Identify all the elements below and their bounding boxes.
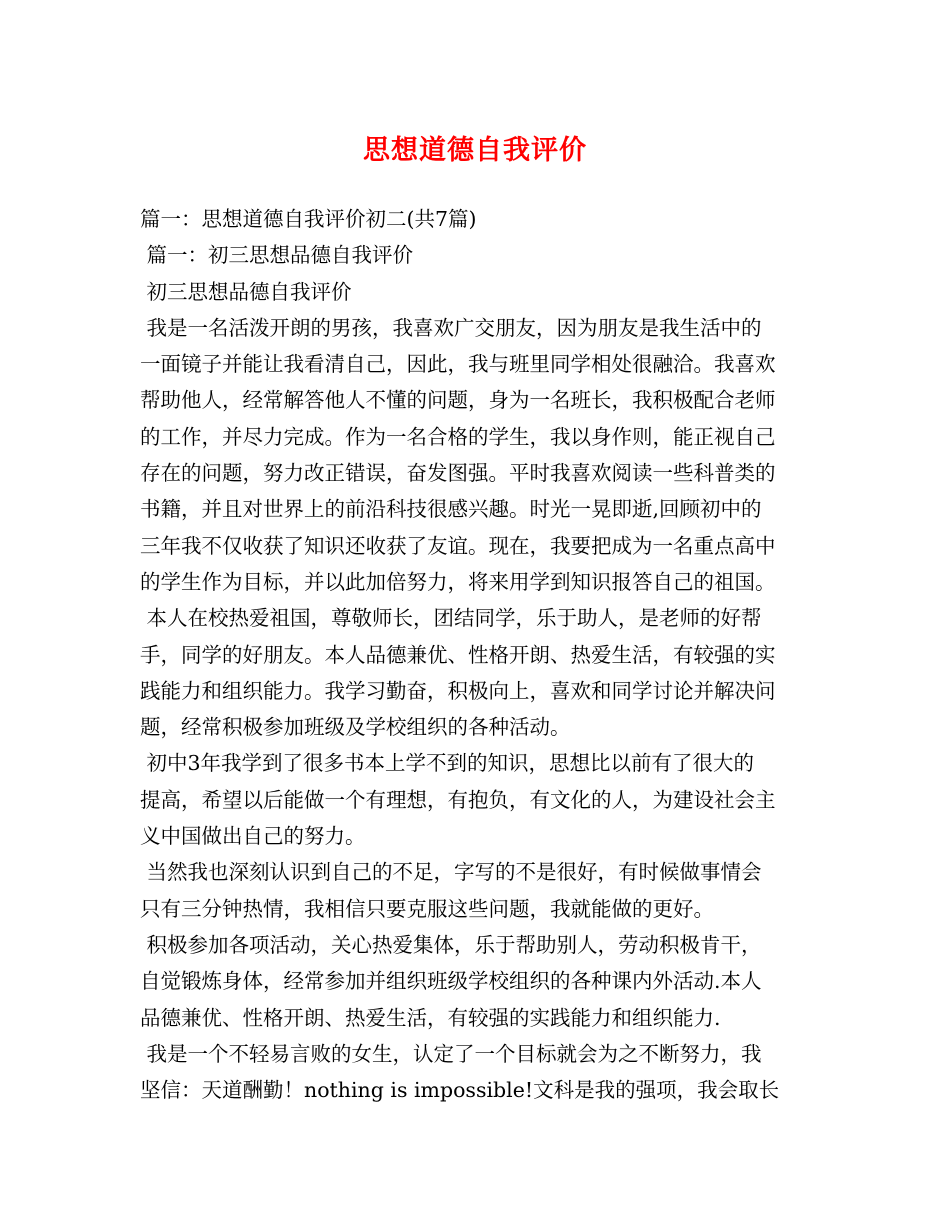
text-line: 践能力和组织能力。我学习勤奋，积极向上，喜欢和同学讨论并解决问 — [140, 678, 776, 703]
text-line: 本人在校热爱祖国，尊敬师长，团结同学，乐于助人，是老师的好帮 — [140, 606, 762, 631]
text-line: 只有三分钟热情，我相信只要克服这些问题，我就能做的更好。 — [140, 896, 714, 921]
document-body — [140, 201, 820, 1108]
text-line: 初三思想品德自我评价 — [140, 279, 352, 304]
text-line: 提高，希望以后能做一个有理想，有抱负，有文化的人，为建设社会主 — [140, 787, 776, 812]
text-line: 三年我不仅收获了知识还收获了友谊。现在，我要把成为一名重点高中 — [140, 533, 776, 558]
text-line: 品德兼优、性格开朗、热爱生活，有较强的实践能力和组织能力. — [140, 1005, 721, 1030]
text-line: 的学生作为目标，并以此加倍努力，将来用学到知识报答自己的祖国。 — [140, 569, 776, 594]
text-line: 书籍，并且对世界上的前沿科技很感兴趣。时光一晃即逝,回顾初中的 — [140, 497, 762, 522]
text-line: 一面镜子并能让我看清自己，因此，我与班里同学相处很融洽。我喜欢 — [140, 352, 776, 377]
text-line: 我是一名活泼开朗的男孩，我喜欢广交朋友，因为朋友是我生活中的 — [140, 315, 762, 340]
text-line: 坚信：天道酬勤！nothing is impossible!文科是我的强项，我会取长 — [140, 1078, 780, 1103]
text-line: 篇一：思想道德自我评价初二(共7篇) — [140, 207, 477, 231]
text-line: 手，同学的好朋友。本人品德兼优、性格开朗、热爱生活，有较强的实 — [140, 642, 776, 667]
text-line: 义中国做出自己的努力。 — [140, 824, 366, 849]
text-line: 初中3年我学到了很多书本上学不到的知识，思想比以前有了很大的 — [140, 751, 755, 776]
text-line: 帮助他人，经常解答他人不懂的问题，身为一名班长，我积极配合老师 — [140, 388, 776, 413]
text-line: 存在的问题，努力改正错误，奋发图强。平时我喜欢阅读一些科普类的 — [140, 461, 776, 486]
text-line: 题，经常积极参加班级及学校组织的各种活动。 — [140, 715, 571, 740]
text-line: 积极参加各项活动，关心热爱集体，乐于帮助别人，劳动积极肯干， — [140, 932, 762, 957]
text-line: 当然我也深刻认识到自己的不足，字写的不是很好，有时候做事情会 — [140, 860, 762, 885]
text-line: 我是一个不轻易言败的女生，认定了一个目标就会为之不断努力，我 — [140, 1041, 762, 1066]
document-title: 思想道德自我评价 — [363, 135, 587, 166]
text-line: 的工作，并尽力完成。作为一名合格的学生，我以身作则，能正视自己 — [140, 424, 776, 449]
text-line: 自觉锻炼身体，经常参加并组织班级学校组织的各种课内外活动.本人 — [140, 969, 762, 994]
text-line: 篇一：初三思想品德自我评价 — [140, 243, 414, 268]
